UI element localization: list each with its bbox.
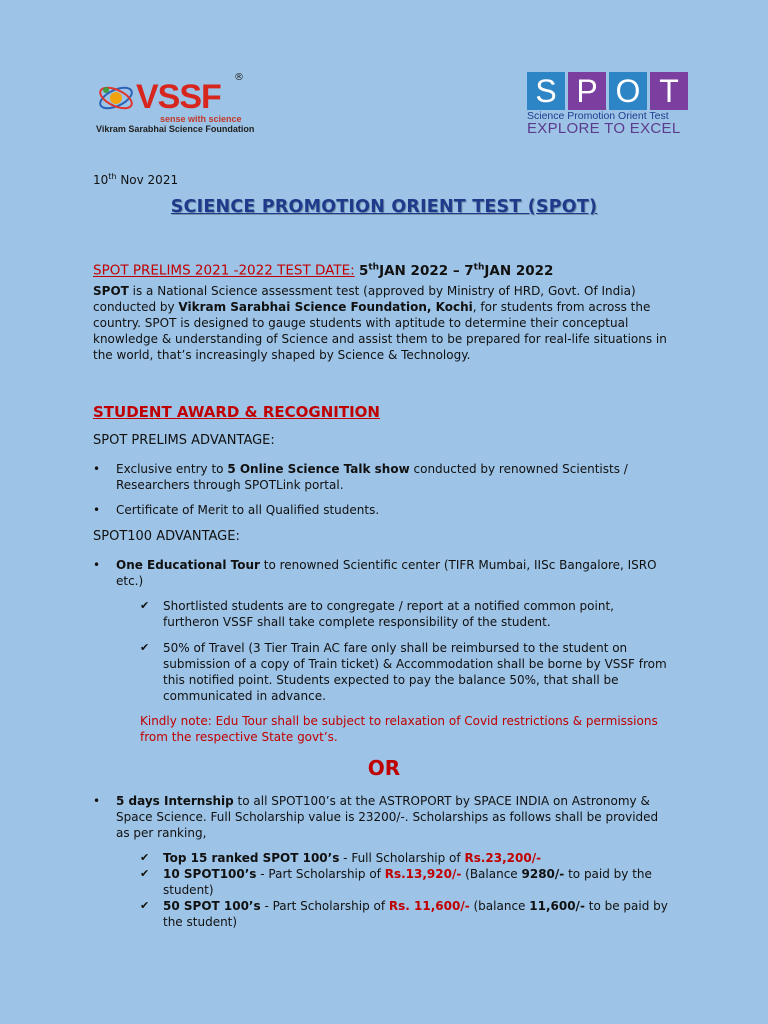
prelims-advantage-heading: SPOT PRELIMS ADVANTAGE: xyxy=(93,433,275,448)
list-item-text: Exclusive entry to 5 Online Science Talk show conducted by renowned Scientists / Researchers through SPOTLink portal. xyxy=(116,462,628,492)
list-item-text: 50% of Travel (3 Tier Train AC fare only shall be reimbursed to the student on submission of a copy of Train ticket) & Accommodation shall be borne by VSSF from this notified point. Students expected to pay the balance 50%, that shall be communicated in advance. xyxy=(163,641,667,703)
spot-letter-t: T xyxy=(650,72,688,110)
checkmark-icon: ✔ xyxy=(140,599,150,612)
spot-subtitle: Science Promotion Orient Test xyxy=(527,110,669,122)
checkmark-icon: ✔ xyxy=(140,899,150,912)
spot100-advantage-heading: SPOT100 ADVANTAGE: xyxy=(93,529,240,544)
intro-paragraph: SPOT is a National Science assessment test (approved by Ministry of HRD, Govt. Of India) conducted by Vikram Sarabhai Science Foundation, Kochi, for students from across the country. SPOT is designed to gauge students with aptitude to determine their conceptual knowledge & understanding of Science and assist them to be prepared for real-life situations in the world, that’s increasingly shaped by Science & Technology. xyxy=(93,284,667,362)
checkmark-icon: ✔ xyxy=(140,851,150,864)
vssf-wordmark: VSSF xyxy=(136,78,221,116)
list-item-text: One Educational Tour to renowned Scientific center (TIFR Mumbai, IISc Bangalore, ISRO etc.) xyxy=(116,558,657,588)
registered-mark: ® xyxy=(234,72,244,83)
covid-note: Kindly note: Edu Tour shall be subject to relaxation of Covid restrictions & permissions from the respective State govt’s. xyxy=(140,714,658,744)
checkmark-icon: ✔ xyxy=(140,641,150,654)
prelims-test-date: SPOT PRELIMS 2021 -2022 TEST DATE: 5thJAN 2022 – 7thJAN 2022 xyxy=(93,262,554,279)
spot-letter-s: S xyxy=(527,72,565,110)
list-item: • xyxy=(93,558,101,572)
vssf-tagline: sense with science xyxy=(160,114,242,124)
spot-logo xyxy=(527,72,692,138)
list-item: • xyxy=(93,462,101,476)
list-item: • xyxy=(93,503,101,517)
scholarship-item: 10 SPOT100’s - Part Scholarship of Rs.13,920/- (Balance 9280/- to paid by the student) xyxy=(163,867,652,897)
spot-slogan: EXPLORE TO EXCEL xyxy=(527,120,681,137)
list-item: • xyxy=(93,794,101,808)
or-divider: OR xyxy=(367,756,401,780)
vssf-emblem-icon xyxy=(96,78,136,118)
vssf-logo xyxy=(96,72,256,136)
award-heading: STUDENT AWARD & RECOGNITION xyxy=(93,403,380,421)
scholarship-item: Top 15 ranked SPOT 100’s - Full Scholarship of Rs.23,200/- xyxy=(163,851,542,865)
vssf-full-name: Vikram Sarabhai Science Foundation xyxy=(96,124,255,134)
checkmark-icon: ✔ xyxy=(140,867,150,880)
scholarship-item: 50 SPOT 100’s - Part Scholarship of Rs. 11,600/- (balance 11,600/- to be paid by the student) xyxy=(163,899,668,929)
letter-date: 10th Nov 2021 xyxy=(93,172,179,187)
spot-letter-o: O xyxy=(609,72,647,110)
list-item-text: 5 days Internship to all SPOT100’s at the ASTROPORT by SPACE INDIA on Astronomy & Space Science. Full Scholarship value is 23200/-. Scholarships as follows shall be provided as per ranking, xyxy=(116,794,659,840)
list-item-text: Certificate of Merit to all Qualified students. xyxy=(116,503,380,517)
list-item-text: Shortlisted students are to congregate / report at a notified common point, furtheron VSSF shall take complete responsibility of the student. xyxy=(163,599,614,629)
spot-letter-p: P xyxy=(568,72,606,110)
page-title: SCIENCE PROMOTION ORIENT TEST (SPOT) xyxy=(170,197,598,217)
